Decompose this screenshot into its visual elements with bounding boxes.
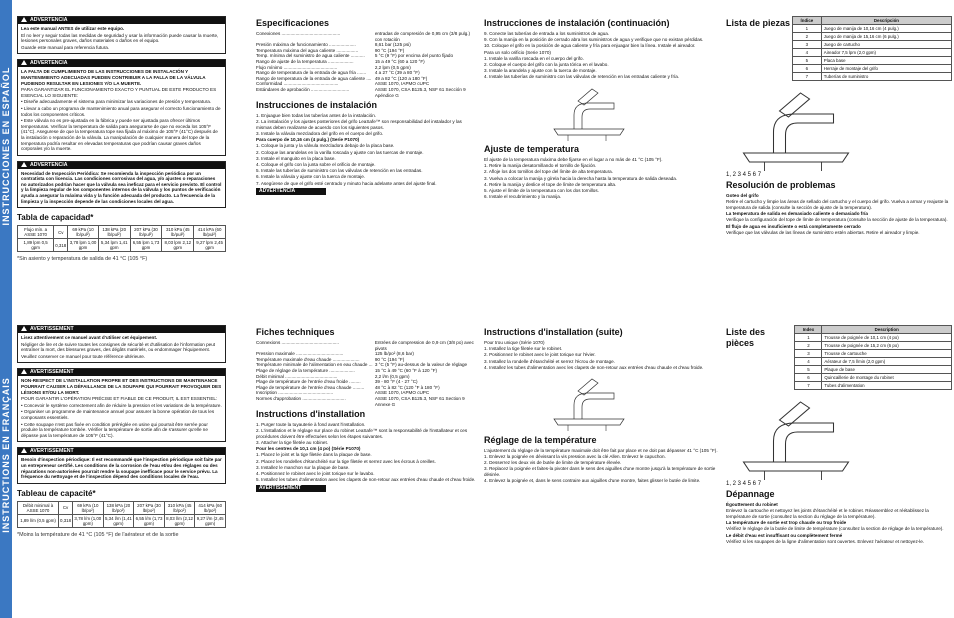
capacity-cell: Cv [54, 226, 68, 239]
warning-line: Négliger de lire et de suivre toutes les consignes de sécurité et d'utilisation de l'information peut entraîner la mort, des blessures graves, des dégâts matériels, ou endommager l'équipement. [21, 341, 216, 353]
capacity-cell: 5,34 lpm 1,41 gpm [98, 239, 130, 252]
exploded-parts-diagram [726, 81, 866, 171]
temperature-step: 2. Afloje los dos tornillos del tope del límite de alta temperatura. [484, 169, 613, 175]
warning-line: • Cette soupape n'est pas fixée en condition préréglée en usine qui pourrait être serrée pour produire la température tombée. Vérifier la température de sortie afin de s'assurer qu'elle ne dépasse pas la température de 105°F (41°C). [21, 421, 208, 438]
parts-cell: 4 [793, 49, 822, 57]
spec-value: 39 - 80 °F (4 - 27 °C) [374, 379, 418, 385]
warning-box [17, 59, 226, 155]
capacity-cell: 8,03 l/m (2,12 gpm) [166, 515, 193, 526]
warning-title: AVERTISSEMENT [30, 448, 74, 455]
warning-icon [21, 369, 27, 374]
parts-head-cell: Index [795, 326, 822, 334]
troubleshooting-list [726, 193, 952, 235]
install-step: Para cuerpo de 10,16 cm (4 pulg.) (Serie P1070) [256, 137, 360, 143]
parts-cell: Herraje de montaje del grifo [821, 65, 951, 73]
spec-value: 125 lb/po² (8,6 bar) [374, 351, 414, 357]
warning-icon [21, 448, 27, 453]
temperature-step: 4. Retire la manija y deslice el tope de límite de temperatura alta. [484, 181, 617, 187]
install-step: 2. Placez les rondelles d'étanchéité sur la tige filetée et serrez avec les écrous à oreilles. [256, 458, 436, 464]
specs-title: Fiches techniques [256, 327, 335, 337]
capacity-cell: 8,03 lpm 2,12 gpm [162, 239, 194, 252]
continued-step: 9. Conecte las tuberías de entrada a los suministros de agua. [484, 31, 610, 36]
install-step: 3. Installez le manchon sur la plaque de base. [256, 464, 350, 470]
parts-cell: 2 [793, 33, 822, 41]
temperature-step: 4. Enlevez la poignée et, dans le sens contraire aux aiguilles d'une montre, faites glisser le butée de limite. [484, 477, 701, 483]
parts-cell: 4 [795, 358, 822, 366]
capacity-cell: 0,318 [54, 239, 68, 252]
parts-head-cell: Descripción [821, 17, 951, 25]
parts-cell: Trousse de poignée de 15,2 cm (6 po) [822, 342, 952, 350]
parts-row [793, 49, 952, 57]
continued-step: 9. Con la manija en la posición de cerrado abra los suministros de agua y verifique que no existan pérdidas. [484, 37, 704, 43]
troubleshooting-item: Verifique la configuración del tope de límite de temperatura (consulte la sección de ajuste de la temperatura). [726, 217, 948, 223]
parts-cell: 3 [793, 41, 822, 49]
warning-icon [21, 17, 27, 22]
parts-column [726, 325, 952, 545]
spec-label: Plage de température de l'entrée d'eau froide ......... [256, 379, 361, 385]
parts-cell: Trousse de cartouche [822, 350, 952, 358]
install-title: Instrucciones de instalación [256, 100, 378, 111]
parts-title: Lista de piezas [726, 18, 791, 28]
spec-label: Temperatura máxima del agua caliente ................. [256, 47, 359, 53]
warning-header [18, 60, 225, 67]
install-steps [256, 422, 476, 483]
spec-row [256, 340, 476, 351]
capacity-cell: 5,34 l/m (1,41 gpm) [104, 515, 132, 526]
capacity-cell: 9,27 lpm 2,45 gpm [194, 239, 226, 252]
warning-header [18, 448, 225, 455]
spec-label: Température maximale d'eau chaude ..................... [256, 356, 360, 362]
temperature-step: 1. Retire la manija desatornillando el tornillo de fijación. [484, 163, 597, 169]
parts-row [795, 350, 952, 358]
spec-label: Rango de temperatura de la entrada de agua caliente .... [256, 75, 372, 81]
parts-cell: Juego de cartucho [821, 41, 951, 49]
parts-table [794, 325, 952, 390]
spec-value: ASSE 1070, IAPMO cUPC [374, 81, 430, 87]
warning-box [17, 368, 226, 442]
parts-cell: Aérateur de 7,5 l/min (2,0 gpm) [822, 358, 952, 366]
troubleshooting-item: Le débit d'eau est insuffisant ou complètement fermé [726, 532, 843, 538]
troubleshooting-item: Enlevez la cartouche et nettoyez les joints d'étanchéité et le robinet. Réassemblez et réétablissez la température de sortie (consultez la section du réglage de la température). [726, 508, 929, 519]
parts-table [792, 16, 952, 81]
troubleshooting-item: Égouttement du robinet [726, 502, 778, 508]
spec-value: 3 °C (5 °F) au-dessus de la valeur de réglage [374, 362, 468, 368]
spec-value: 90 °C (194 °F) [374, 356, 405, 362]
spec-value: 15 a 49 °C (60 a 120 °F) [374, 58, 425, 64]
parts-title: Liste des pièces [726, 327, 766, 348]
continued-step: 2. Coloque el cuerpo del grifo con la junta tórica en el lavabo. [484, 61, 609, 67]
continued-step: 1. Installez la tige filetée sur le robinet. [484, 346, 563, 352]
parts-cell: 5 [793, 57, 822, 65]
continued-step: 10. Coloque el grifo en la posición de agua caliente y fría para enjuagar bien la línea. Instale el aireador. [484, 43, 696, 49]
parts-cell: Aireador 7,5 lpm (2,0 gpm) [821, 49, 951, 57]
warning-label: AVERTISSEMENT [256, 485, 326, 492]
capacity-cell: 207 kPa (30 lb/po²) [134, 501, 165, 514]
spec-label: Conformidad ........................................... [256, 81, 339, 87]
install-step: 5. Installez les tubes d'alimentation avec les clapets de non-retour aux entrées d'eau chaude et d'eau froide. [256, 477, 476, 483]
warning-line: • Diseñe adecuadamente el sistema para minimizar las variaciones de presión y temperatura. [21, 99, 212, 105]
capacity-cell: 138 kPa (20 lb/pul²) [98, 226, 130, 239]
warning-title: AVERTISSEMENT [30, 369, 74, 376]
parts-row [793, 25, 952, 33]
spec-value: 49 a 82 °C (120 a 180 °F) [374, 75, 428, 81]
spec-value: ASSE 1070, CSA B125.3, NSF 61 Sección 9 Apéndice G [374, 86, 466, 98]
warning-line: Lisez attentivement ce manuel avant d'utiliser cet équipement. [21, 335, 158, 340]
continued-step: 4. Instale las tuberías de suministro con las válvulas de retención en las entradas caliente y fría. [484, 74, 680, 80]
parts-head-row [793, 17, 952, 25]
continued-step: 3. Installez la rondelle d'étanchéité et serrez l'écrou de montage. [484, 358, 615, 364]
spec-label: Estándares de aprobación .............................. [256, 86, 350, 92]
parts-row [795, 382, 952, 390]
capacity-table [17, 501, 226, 528]
capacity-cell: 1,89 lpm 0,5 gpm [18, 239, 54, 252]
capacity-cell: 3,78 l/m (1,00 gpm) [74, 515, 102, 526]
specs-title: Especificaciones [256, 18, 330, 28]
install-step: 2. Coloque las arandelas en la varilla roscada y ajuste con las tuercas de montaje. [256, 149, 424, 155]
parts-row [793, 33, 952, 41]
spec-label: Plage de température de l'entrée d'eau chaude ......... [256, 384, 365, 390]
spec-value: 8,61 bar (125 psi) [374, 42, 411, 48]
continued-step: 2. Positionnez le robinet avec le joint torique sur l'évier. [484, 352, 596, 358]
spec-value: Entrées de compression de 0,9 cm (3/8 po) avec pivots [374, 340, 474, 351]
warning-line: Besoin d'inspection périodique: Il est recommandé que l'inspection périodique soit faite par un entrepreneur certifié. Les conditions de la corrosion de l'eau et/ou des réglages ou des réparations non-autorisées pourrait rendre la soupape inefficace pour le service prévu. La fréquence du nettoyage et de l'inspection dépend des conditions locales de l'eau. [21, 457, 222, 480]
capacity-cell: 414 kPa (60 lb/po²) [195, 501, 226, 514]
continued-title: Instrucciones de instalación (continuación) [484, 18, 670, 28]
specs-column [256, 325, 476, 494]
warning-box [17, 325, 226, 363]
parts-head-row [795, 326, 952, 334]
capacity-cell: 310 kPa (45 lb/po²) [164, 501, 195, 514]
parts-cell: 7 [795, 382, 822, 390]
capacity-note: *Moins la température de 41 °C (105 °F) de l'aérateur et de la sortie [17, 531, 179, 538]
spec-value: 15 °C à 49 °C (60 °F à 120 °F) [374, 367, 438, 373]
spec-value: ASSE 1070, IAPMO cUPC [374, 390, 430, 396]
parts-cell: 7 [793, 73, 822, 81]
install-step: 1. Purger toute la tuyauterie à fond avant l'installation. [256, 422, 366, 428]
french-section [0, 309, 954, 618]
parts-cell: 6 [793, 65, 822, 73]
spec-label: Presión máxima de funcionamiento ..................... [256, 42, 356, 48]
install-step: Pour les centres de 10,1 cm (4 po) (Série P1070) [256, 446, 361, 452]
warning-body [18, 455, 225, 482]
spec-value: 4 a 27 °C (39 a 80 °F) [374, 70, 420, 76]
capacity-cell: Cv [59, 501, 73, 514]
warning-line: El no leer y seguir todas las medidas de seguridad y usar la información puede causar la muerte, lesiones personales graves, daños materiales o daños en el equipo. [21, 32, 219, 44]
parts-row [795, 374, 952, 382]
parts-cell: 3 [795, 350, 822, 358]
troubleshooting-title: Resolución de problemas [726, 180, 836, 191]
spec-value: 48 °C à 82 °C (120 °F à 180 °F) [374, 384, 440, 390]
capacity-row [18, 501, 226, 514]
spec-value: 5 °C (9 °F) por encima del punto fijado [374, 53, 454, 59]
warning-header [18, 17, 225, 24]
troubleshooting-item: El flujo de agua es insuficiente o está completamente cerrado [726, 223, 861, 229]
parts-cell: 1 [793, 25, 822, 33]
troubleshooting-item: Vérifiez le réglage de la butée de limite de température (consultez la section de réglage de la température). [726, 526, 944, 532]
parts-row [795, 358, 952, 366]
parts-cell: Juego de manija de 15,16 cm (6 pulg.) [821, 33, 951, 41]
install-step: 6. Instale la válvula y ajuste con la tuerca de montaje. [256, 174, 366, 180]
continued-step: 1. Instale la varilla roscada en el cuerpo del grifo. [484, 55, 584, 61]
spec-value: ASSE 1070, CSA B125.3, NSF 61 Section 9 Annexe G [374, 395, 465, 407]
parts-cell: Tubes d'alimentation [822, 382, 952, 390]
temperature-step: 2. Desserrez les deux vis de butée de limite de température élevée. [484, 459, 622, 465]
install-step: 3. Instale la válvula mezcladora del grifo en el cuerpo del grifo. [256, 131, 384, 137]
temperature-step: El ajuste de la temperatura máxima debe fijarse en el lugar a no más de 41 °C (105 °F). [484, 157, 663, 163]
capacity-cell: 310 kPa (45 lb/pul²) [162, 226, 194, 239]
continued-step: 4. Installez les tubes d'alimentation avec les clapets de non-retour aux entrées d'eau chaude et d'eau froide. [484, 364, 704, 370]
capacity-row [18, 514, 226, 527]
temperature-title: Ajuste de temperatura [484, 144, 580, 155]
temperature-step: 3. Vuelva a colocar la manija y gírela hacia la derecha hasta la temperatura de salida deseada. [484, 175, 678, 181]
warning-body [18, 333, 225, 362]
troubleshooting-item: Verifique que las válvulas de las líneas de suministro estén abiertas. Retire el aireador y limpie. [726, 229, 920, 235]
capacity-cell: 414 kPa (60 lb/pul²) [194, 226, 226, 239]
spec-label: Rango de temperatura de la entrada de agua fría ....... [256, 70, 367, 76]
continued-steps [484, 31, 724, 80]
warning-body [18, 67, 225, 154]
capacity-cell: 1,89 l/m (0,5 gpm) [18, 514, 59, 527]
warning-header [18, 369, 225, 376]
warning-title: ADVERTENCIA [30, 17, 68, 23]
troubleshooting-title: Dépannage [726, 489, 775, 500]
capacity-note: *Sin asiento y temperatura de salida de 41 °C (105 °F) [17, 256, 148, 263]
temperature-steps [484, 448, 724, 484]
sidebar-spanish [0, 0, 12, 309]
temperature-steps [484, 157, 724, 200]
warning-line: NON-RESPECT DE L'INSTALLATION PROPRE ET DES INSTRUCTIONS DE MAINTENANCE POURRAIT CAUSER LA DÉFAILLANCE DE LA SOUPAPE QUI POURRAIT PROVOQUER DES LÉSIONS ET/OU LA MORT. [21, 378, 222, 395]
faucet-diagram [544, 371, 634, 431]
install-step: 5. Instale las tuberías de suministro con las válvulas de retención en las entradas. [256, 168, 423, 174]
warnings-column [17, 16, 226, 263]
capacity-cell: 3,78 lpm 1,00 gpm [69, 240, 97, 251]
spec-label: Plage de réglage de la température .................... [256, 367, 355, 373]
parts-cell: 6 [795, 374, 822, 382]
capacity-cell: Débit minimal à ASSE 1070 [18, 501, 59, 514]
spec-label: Temp. mínima del suministro de agua caliente ........... [256, 53, 365, 59]
warning-box [17, 16, 226, 54]
warning-box [17, 161, 226, 209]
continued-step: Pour trou unique (Série 1070) [484, 340, 545, 345]
troubleshooting-list [726, 502, 952, 544]
warning-line: POUR GARANTIR L'OPÉRATION PRÉCISE ET FIABLE DE CE PRODUIT, IL EST ESSENTIEL: [21, 396, 218, 402]
warning-line: Lea este manual ANTES de utilizar este equipo. [21, 26, 125, 31]
troubleshooting-item: Retire el cartucho y limpie las áreas de sellado del cartucho y el cuerpo del grifo. Vuelva a armar y reajuste la temperatura de salida (consulte la sección de ajuste de la temperatura). [726, 199, 949, 210]
parts-cell: Placa base [821, 57, 951, 65]
warning-body [18, 376, 225, 441]
sidebar-title: INSTRUCTIONS EN FRANÇAIS [1, 377, 11, 533]
spec-label: Flujo mínimo .......................................... [256, 64, 338, 70]
parts-cell: Quincaillerie de montage du robinet [822, 374, 952, 382]
parts-cell: Plaque de base [822, 366, 952, 374]
install-title: Instructions d'installation [256, 409, 366, 420]
warning-line: • Llevar a cabo un programa de mantenimiento anual para asegurar el correcto funcionamiento de todos los componentes críticos. [21, 105, 221, 117]
temperature-step: 6. Instale el recubrimiento y la manija. [484, 194, 562, 200]
continued-title: Instructions d'installation (suite) [484, 327, 623, 337]
install-step: 1. Enjuague bien todas las tuberías antes de la instalación. [256, 113, 377, 119]
warnings-column [17, 325, 226, 539]
capacity-row [18, 239, 226, 252]
spec-row [256, 87, 476, 98]
capacity-title: Tabla de capacidad* [17, 213, 94, 223]
install-step: 4. Positionnez le robinet avec le joint torique sur le lavabo. [256, 471, 375, 477]
spec-row [256, 31, 476, 42]
sidebar-title: INSTRUCCIONES EN ESPAÑOL [1, 66, 11, 226]
continued-column [484, 325, 724, 484]
spec-value: 2,2 lpm (0,5 gpm) [374, 64, 411, 70]
parts-cell: 2 [795, 342, 822, 350]
troubleshooting-item: Vérifiez si les soupapes de la ligne d'alimentation sont ouvertes. Enlevez l'aérateur et nettoyez-le. [726, 538, 925, 544]
temperature-title: Réglage de la température [484, 434, 597, 445]
temperature-step: 5. Ajuste el límite de la temperatura con los dos tornillos. [484, 188, 599, 194]
parts-head-cell: Description [822, 326, 952, 334]
temperature-step: 1. Enlevez la poignée en dévissant la vis pression avec la clé Allen. Enlevez le capuchon. [484, 453, 666, 459]
exploded-parts-diagram [726, 390, 866, 480]
spec-label: Connexions ............................................. [256, 340, 339, 345]
spec-label: Pression maximale ..................................... [256, 351, 344, 357]
spec-value: 90 °C (194 °F) [374, 47, 405, 53]
capacity-cell: 138 kPa (20 lb/po²) [103, 501, 134, 514]
parts-header [726, 325, 952, 390]
warning-title: ADVERTENCIA [30, 60, 68, 67]
warning-body [18, 169, 225, 208]
parts-header [726, 16, 952, 81]
install-step: 3. Attacher la tige filetée au robinet. [256, 440, 329, 446]
parts-column [726, 16, 952, 236]
warning-label: ADVERTENCIA [256, 188, 326, 195]
parts-cell: 1 [795, 334, 822, 342]
temperature-step: L'ajustement du réglage de la température maximale doit être fait par place et ne doit pas dépasser 41 °C (105 °F). [484, 447, 718, 453]
warning-line: LA FALTA DE CUMPLIMIENTO DE LAS INSTRUCCIONES DE INSTALACIÓN Y MANTENIMIENTO ADECUADAS PUEDEN CONTRIBUIR A LA FALLA DE LA VÁLVULA PUDIENDO RESULTAR EN LESIONES Y/O LA MUERTE. [21, 69, 206, 86]
warning-line: Veuillez conserver ce manuel pour toute référence ultérieure. [21, 353, 146, 359]
warning-title: AVERTISSEMENT [30, 326, 74, 332]
capacity-cell: 9,27 l/m (2,45 gpm) [196, 515, 224, 526]
continued-step: 3. Instale la arandela y ajuste con la tuerca de montaje. [484, 68, 597, 74]
spec-value: 2,2 l/m (0,5 gpm) [374, 373, 410, 379]
parts-row [793, 73, 952, 81]
warning-box [17, 447, 226, 483]
parts-row [793, 41, 952, 49]
spec-label: Normes d'approbation .................................. [256, 395, 346, 401]
install-step: 4. Coloque el grifo con la junta sobre el orificio de montaje. [256, 162, 376, 168]
parts-cell: Trousse de poignée de 10,1 cm (4 po) [822, 334, 952, 342]
capacity-table [17, 225, 226, 252]
warning-line: PARA GARANTIZAR EL FUNCIONAMIENTO EXACTO Y PUNTUAL DE ESTE PRODUCTO ES ESENCIAL LO SIGUIENTE: [21, 87, 217, 98]
spec-label: Débit minimal ......................................... [256, 373, 338, 379]
capacity-cell: 207 kPa (30 lb/pul²) [130, 226, 162, 239]
capacity-cell: 6,55 l/m (1,73 gpm) [135, 515, 163, 526]
troubleshooting-item: La température de sortie est trop chaude ou trop froide [726, 520, 847, 526]
parts-row [795, 366, 952, 374]
warning-header [18, 326, 225, 333]
warning-line: • Concevoir le système correctement afin de réduire la pression et les variations de la température. [21, 402, 222, 408]
faucet-diagram [544, 81, 634, 141]
install-step: 3. Instale el manguito en la placa base. [256, 155, 336, 161]
warning-line: • Este válvula no es pre-ajustada en la fábrica y puede ser ajustada para ofrecer últimos temperaturas. Verificar la temperatura de salida para asegurarse de que no exceda los 105°F (41°C). Asegurese de que la temperatura tope sea fijada al máximo de 105°F (41°C) después de la instalación o reparación de la válvula. La manipulación de cualquier manera del tope de la temperatura podría resultar en elevadas temperaturas que podrían causar graves daños corporales y/o la muerte. [21, 118, 218, 152]
temperature-step: 3. Replacez la poignée et faites-la pivoter dans le sens des aiguilles d'une montre jusqu'à la température de sortie désirée. [484, 466, 716, 477]
continued-steps [484, 340, 724, 370]
spec-row [256, 396, 476, 407]
sidebar-french [0, 309, 12, 618]
warning-title: ADVERTENCIA [30, 161, 68, 168]
specs-column [256, 16, 476, 197]
capacity-row [18, 226, 226, 239]
warning-body [18, 24, 225, 53]
capacity-cell: 69 kPa (10 lb/po²) [73, 501, 104, 514]
parts-cell: Juego de manija de 10,16 cm (4 pulg.) [821, 25, 951, 33]
parts-row [793, 57, 952, 65]
warning-icon [21, 326, 27, 331]
parts-row [795, 342, 952, 350]
spec-value: entradas de compresión de 0,95 cm (3/8 pulg.) con rotación [374, 31, 471, 42]
install-step: 2. L'installation et le réglage sur place du robinet LeaSafe™ sont la responsabilité de l'installateur et ces procédures doivent être effectuées selon les étapes suivantes. [256, 428, 468, 439]
parts-head-cell: Índice [793, 17, 822, 25]
warning-header [18, 162, 225, 169]
capacity-title: Tableau de capacité* [17, 488, 96, 498]
warning-line: Guarde este manual para referencia futura. [21, 44, 110, 50]
warning-icon [21, 60, 27, 65]
part-callouts: 1, 2 3 4 5 6 7 [726, 171, 762, 178]
install-steps [256, 113, 476, 186]
warning-icon [21, 162, 27, 167]
capacity-cell: 6,55 lpm 1,73 gpm [130, 239, 162, 252]
capacity-cell: 69 kPa (10 lb/pul²) [68, 226, 99, 239]
install-step: 1. Coloque la junta y la válvula mezcladora debajo de la placa base. [256, 143, 395, 149]
continued-step: Para un solo orificio (Serie 1070) [484, 49, 551, 55]
troubleshooting-item: La temperatura de salida es demasiado caliente o demasiado fría [726, 211, 868, 217]
install-step: 1. Placez le joint et la tige filetée dans la plaque de base. [256, 452, 372, 458]
capacity-cell: 0,318 [59, 514, 73, 527]
install-step: 7. Asegúrese de que el grifo esté centrado y minuto hacia adelante antes del ajuste final. [256, 180, 437, 186]
warning-line: • Organiser un programme de maintenance annuel pour assurer la bonne opération de tous les composants essentiels. [21, 409, 215, 420]
spec-label: Conexiones .............................................. [256, 31, 341, 36]
parts-cell: Tuberías de suministro [821, 73, 951, 81]
spec-label: Température minimale de l'alimentation en eau chaude ... [256, 362, 373, 368]
capacity-cell: Flujo mín. a ASSE 1070 [18, 226, 54, 239]
parts-row [793, 65, 952, 73]
warning-line: Necesidad de Inspección Periódica: Se recomienda la inspección periódica por un contratista con licencia. Las condiciones corrosivas del agua, y/o ajustes o reparaciones no autorizados podrían hacer que la válvula sea ineficaz para el servicio previsto. El control y la limpieza regular de los componentes internos de la válvula y los puntos de verificación ayuda a asegurar la máxima vida y la función adecuada del producto. La frecuencia de la limpieza y la inspección depende de las condiciones locales del agua. [21, 170, 222, 204]
install-step: 2. La instalación y los ajustes posteriores del grifo LeaSafe™ son responsabilidad del instalador y las mismas deben realizarse de acuerdo con los siguientes pasos. [256, 119, 462, 130]
parts-cell: 5 [795, 366, 822, 374]
continued-column [484, 16, 724, 200]
spec-label: Inscription ........................................... [256, 390, 334, 396]
part-callouts: 1, 2 3 4 5 6 7 [726, 480, 762, 487]
spec-label: Rango de ajuste de la temperatura .................... [256, 58, 354, 64]
parts-row [795, 334, 952, 342]
troubleshooting-item: Goteo del grifo [726, 193, 759, 199]
